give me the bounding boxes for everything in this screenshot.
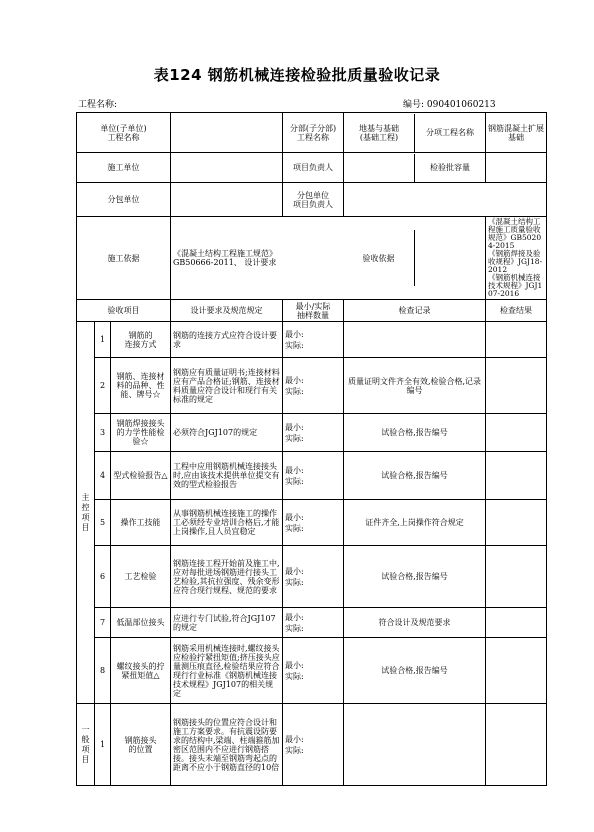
batch-capacity-label: 检验批容量 bbox=[430, 163, 471, 172]
item-sampling bbox=[283, 322, 344, 358]
sampling-actual-label: 实际: bbox=[285, 745, 304, 755]
sampling-actual-label: 实际: bbox=[285, 433, 304, 443]
item-result bbox=[486, 414, 547, 452]
item-requirement: 钢筋的连接方式应符合设计要求 bbox=[171, 322, 283, 358]
item-requirement: 必须符合JGJ107的规定 bbox=[171, 414, 283, 452]
construction-unit-value bbox=[171, 153, 283, 183]
item-number: 1 bbox=[95, 704, 111, 786]
item-sampling bbox=[283, 546, 344, 608]
item-result bbox=[486, 638, 547, 704]
batch-capacity-value bbox=[486, 153, 547, 183]
sampling-min-label: 最小: bbox=[285, 512, 304, 522]
item-name: 操作工技能 bbox=[111, 500, 171, 546]
sampling-min-label: 最小: bbox=[285, 612, 304, 622]
header-row-construction bbox=[77, 153, 547, 183]
main-item-row bbox=[77, 414, 547, 452]
construction-basis-label: 施工依据 bbox=[77, 217, 171, 300]
item-requirement: 从事钢筋机械连接施工的操作工必须经专业培训合格后,才能上岗操作,且人员宜稳定 bbox=[171, 500, 283, 546]
acceptance-basis-value: 《混凝土结构工程施工质量验收规范》GB50204-2015 《钢筋焊接及验收规程》JGJ18-2012 《钢筋机械连接技术规程》JGJ107-2016 bbox=[486, 217, 547, 300]
sampling-min-label: 最小: bbox=[285, 465, 304, 475]
item-record: 试验合格,报告编号 bbox=[344, 414, 486, 452]
col-result: 检查结果 bbox=[486, 300, 547, 322]
main-item-row bbox=[77, 638, 547, 704]
item-record bbox=[344, 704, 486, 786]
item-number: 8 bbox=[95, 638, 111, 704]
header-row-subcontract bbox=[77, 183, 547, 217]
general-item-row bbox=[77, 704, 547, 786]
project-leader-label: 项目负责人 bbox=[283, 153, 344, 183]
main-item-row bbox=[77, 500, 547, 546]
construction-basis-value bbox=[171, 217, 344, 300]
header-row-unit bbox=[77, 113, 547, 153]
item-requirement: 钢筋采用机械连接时,螺纹接头应检验拧紧扭矩值;挤压接头应量测压痕直径,检验结果应符合现行行业标准《钢筋机械连接技术规程》JGJ107的相关规定 bbox=[171, 638, 283, 704]
sampling-min-label: 最小: bbox=[285, 566, 304, 576]
item-sampling bbox=[283, 452, 344, 500]
acceptance-basis-value-a bbox=[414, 230, 485, 286]
acceptance-record-table bbox=[76, 112, 547, 786]
item-name: 螺纹接头的拧紧扭矩值△ bbox=[111, 638, 171, 704]
item-sampling bbox=[283, 608, 344, 638]
item-requirement: 钢筋应有质量证明书;连接材料应有产品合格证;钢筋、连接材料质量应符合设计和现行有关标准的规定 bbox=[171, 358, 283, 414]
sampling-actual-label: 实际: bbox=[285, 671, 304, 681]
sampling-actual-label: 实际: bbox=[285, 476, 304, 486]
subdivision-label: 分部(子分部) 工程名称 bbox=[283, 113, 344, 153]
serial-label: 编号: bbox=[403, 100, 425, 110]
item-name: 工艺检验 bbox=[111, 546, 171, 608]
item-record: 符合设计及规范要求 bbox=[344, 608, 486, 638]
item-result bbox=[486, 452, 547, 500]
main-item-row bbox=[77, 452, 547, 500]
subitem-label: 分项工程名称 bbox=[426, 128, 475, 137]
item-name: 低温部位接头 bbox=[111, 608, 171, 638]
unit-project-label: 单位(子单位) 工程名称 bbox=[77, 113, 171, 153]
item-result bbox=[486, 322, 547, 358]
item-record: 试验合格,报告编号 bbox=[344, 638, 486, 704]
sampling-actual-label: 实际: bbox=[285, 623, 304, 633]
sampling-actual-label: 实际: bbox=[285, 577, 304, 587]
construction-unit-label: 施工单位 bbox=[77, 153, 171, 183]
item-record bbox=[344, 322, 486, 358]
item-record: 质量证明文件齐全有效,检验合格,记录编号 bbox=[344, 358, 486, 414]
acceptance-basis-label: 验收依据 bbox=[344, 230, 415, 286]
item-record: 试验合格,报告编号 bbox=[344, 452, 486, 500]
item-result bbox=[486, 704, 547, 786]
item-sampling bbox=[283, 638, 344, 704]
subcontract-leader-value bbox=[344, 183, 547, 217]
item-sampling bbox=[283, 414, 344, 452]
sampling-actual-label: 实际: bbox=[285, 340, 304, 350]
serial-value: 090401060213 bbox=[426, 100, 496, 110]
unit-project-value bbox=[171, 113, 283, 153]
item-record: 证件齐全,上岗操作符合规定 bbox=[344, 500, 486, 546]
main-item-row bbox=[77, 358, 547, 414]
subcontract-leader-label: 分包单位 项目负责人 bbox=[283, 183, 344, 217]
subcontract-unit-label: 分包单位 bbox=[77, 183, 171, 217]
item-number: 6 bbox=[95, 546, 111, 608]
sampling-min-label: 最小: bbox=[285, 422, 304, 432]
item-sampling bbox=[283, 704, 344, 786]
sampling-actual-label: 实际: bbox=[285, 386, 304, 396]
subdivision-value: 地基与基础 (基础工程) bbox=[344, 114, 415, 152]
item-requirement: 应进行专门试验,符合JGJ107的规定 bbox=[171, 608, 283, 638]
item-record: 试验合格,报告编号 bbox=[344, 546, 486, 608]
item-number: 1 bbox=[95, 322, 111, 358]
col-sampling: 最小/实际 抽样数量 bbox=[283, 300, 344, 322]
col-record: 检查记录 bbox=[344, 300, 486, 322]
item-result bbox=[486, 500, 547, 546]
sampling-min-label: 最小: bbox=[285, 734, 304, 744]
item-result bbox=[486, 546, 547, 608]
main-control-group-label: 主 控 项 目 bbox=[77, 322, 95, 704]
project-leader-value bbox=[344, 154, 415, 182]
item-result bbox=[486, 358, 547, 414]
main-item-row bbox=[77, 322, 547, 358]
item-requirement: 钢筋接头的位置应符合设计和施工方案要求。有抗震设防要求的结构中,梁端、柱端箍筋加密区范围内不应进行钢筋搭接。接头末端至钢筋弯起点的距离不应小于钢筋直径的10倍 bbox=[171, 704, 283, 786]
subitem-value: 钢筋混凝土扩展基础 bbox=[486, 113, 547, 153]
column-header-row bbox=[77, 300, 547, 322]
item-number: 5 bbox=[95, 500, 111, 546]
sampling-actual-label: 实际: bbox=[285, 523, 304, 533]
item-requirement: 工程中应用钢筋机械连接接头时,应由该技术提供单位提交有效的型式检验报告 bbox=[171, 452, 283, 500]
item-result bbox=[486, 608, 547, 638]
col-item: 验收项目 bbox=[77, 300, 171, 322]
item-requirement: 钢筋连接工程开始前及施工中,应对每批进场钢筋进行接头工艺检验,其抗拉强度、残余变形应符合现行规程、规范的要求 bbox=[171, 546, 283, 608]
acceptance-basis-cell bbox=[344, 217, 486, 300]
main-item-row bbox=[77, 608, 547, 638]
item-name: 钢筋、连接材料的品种、性能、牌号☆ bbox=[111, 358, 171, 414]
item-number: 7 bbox=[95, 608, 111, 638]
header-row-basis bbox=[77, 217, 547, 300]
item-name: 钢筋焊接接头的力学性能检验☆ bbox=[111, 414, 171, 452]
sampling-min-label: 最小: bbox=[285, 660, 304, 670]
item-number: 4 bbox=[95, 452, 111, 500]
page-title: 表124 钢筋机械连接检验批质量验收记录 bbox=[153, 66, 441, 84]
item-number: 3 bbox=[95, 414, 111, 452]
serial-number bbox=[403, 97, 496, 110]
general-group-label: 一 般 项 目 bbox=[77, 704, 95, 786]
subcontract-unit-value bbox=[171, 183, 283, 217]
project-name-label: 工程名称: bbox=[78, 100, 118, 110]
subdivision-subitem-cell bbox=[344, 113, 486, 153]
sampling-min-label: 最小: bbox=[285, 375, 304, 385]
item-sampling bbox=[283, 500, 344, 546]
construction-basis-text: 《混凝土结构工程施工规范》 GB50666-2011、 设计要求 bbox=[173, 249, 278, 267]
leader-capacity-cell bbox=[344, 153, 486, 183]
item-number: 2 bbox=[95, 358, 111, 414]
sampling-min-label: 最小: bbox=[285, 329, 304, 339]
item-name: 钢筋的 连接方式 bbox=[111, 322, 171, 358]
item-sampling bbox=[283, 358, 344, 414]
item-name: 钢筋接头 的位置 bbox=[111, 704, 171, 786]
main-item-row bbox=[77, 546, 547, 608]
col-requirement: 设计要求及规范规定 bbox=[171, 300, 283, 322]
item-name: 型式检验报告△ bbox=[111, 452, 171, 500]
